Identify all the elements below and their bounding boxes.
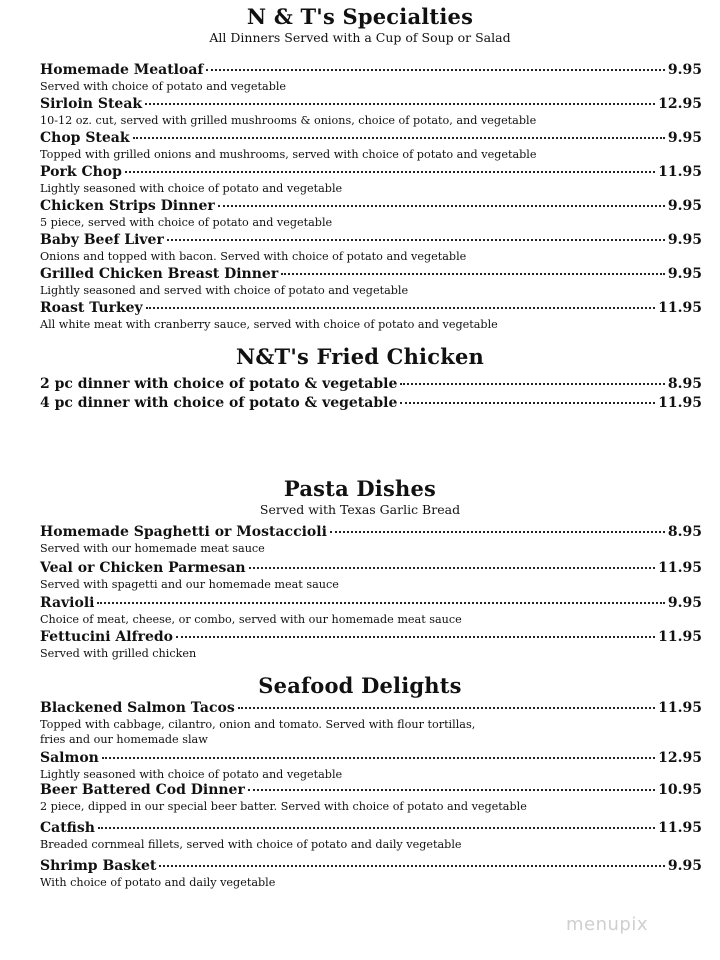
item-name: Blackened Salmon Tacos [40, 700, 235, 716]
item-name: 4 pc dinner with choice of potato & vegetable [40, 395, 398, 411]
menu-item [40, 560, 702, 592]
dot-leader [218, 205, 665, 207]
pasta-subtitle: Served with Texas Garlic Bread [259, 502, 461, 517]
item-price: 11.95 [658, 560, 702, 576]
item-name: Sirloin Steak [40, 96, 143, 112]
menu-item [40, 700, 702, 747]
menu-item [40, 524, 702, 556]
dot-leader [176, 636, 655, 638]
item-description: With choice of potato and daily vegetable [40, 876, 276, 889]
menu-item [40, 62, 702, 94]
item-name: Catfish [40, 820, 95, 836]
dot-leader [98, 827, 655, 829]
item-name: Homemade Spaghetti or Mostaccioli [40, 524, 327, 540]
dot-leader [281, 273, 665, 275]
dot-leader [146, 307, 655, 309]
menu-item [40, 130, 702, 162]
item-description: Served with our homemade meat sauce [40, 542, 265, 555]
specialties-title: N & T's Specialties [246, 4, 474, 29]
seafood-title: Seafood Delights [258, 673, 462, 698]
menu-item [40, 300, 702, 332]
dot-leader [125, 171, 655, 173]
item-description: Breaded cornmeal fillets, served with choice of potato and daily vegetable [40, 838, 462, 851]
item-price: 11.95 [658, 820, 702, 836]
item-price: 9.95 [667, 198, 702, 214]
item-name: Pork Chop [40, 164, 122, 180]
item-price: 11.95 [658, 629, 702, 645]
menu-item [40, 164, 702, 196]
item-description: Served with grilled chicken [40, 647, 197, 660]
dot-leader [206, 69, 664, 71]
item-description: Topped with cabbage, cilantro, onion and tomato. Served with flour tortillas, [40, 718, 476, 731]
item-price: 11.95 [658, 300, 702, 316]
dot-leader [238, 707, 655, 709]
item-name: Baby Beef Liver [40, 232, 164, 248]
item-price: 12.95 [658, 96, 702, 112]
item-price: 9.95 [667, 595, 702, 611]
item-description: Lightly seasoned with choice of potato and vegetable [40, 182, 343, 195]
dot-leader [400, 383, 665, 385]
menu-item [40, 858, 702, 890]
item-name: Veal or Chicken Parmesan [40, 560, 246, 576]
item-description: Choice of meat, cheese, or combo, served with our homemade meat sauce [40, 613, 462, 626]
item-price: 9.95 [667, 130, 702, 146]
item-price: 9.95 [667, 266, 702, 282]
item-price: 9.95 [667, 62, 702, 78]
pasta-title: Pasta Dishes [283, 476, 437, 501]
dot-leader [167, 239, 665, 241]
menu-item [40, 266, 702, 298]
item-price: 9.95 [667, 858, 702, 874]
menu-item [40, 198, 702, 230]
item-name: Salmon [40, 750, 99, 766]
dot-leader [145, 103, 655, 105]
item-price: 8.95 [667, 524, 702, 540]
item-price: 11.95 [658, 395, 702, 411]
menu-item [40, 820, 702, 852]
item-name: Chicken Strips Dinner [40, 198, 215, 214]
item-price: 10.95 [658, 782, 702, 798]
item-description: 10-12 oz. cut, served with grilled mushrooms & onions, choice of potato, and vegetable [40, 114, 537, 127]
item-price: 11.95 [658, 164, 702, 180]
item-description: Topped with grilled onions and mushrooms, served with choice of potato and vegetable [40, 148, 537, 161]
menu-item [40, 629, 702, 661]
item-price: 11.95 [658, 700, 702, 716]
item-name: 2 pc dinner with choice of potato & vegetable [40, 376, 398, 392]
item-description: 5 piece, served with choice of potato and vegetable [40, 216, 333, 229]
dot-leader [133, 137, 665, 139]
item-name: Fettucini Alfredo [40, 629, 174, 645]
menu-item [40, 595, 702, 627]
item-name: Ravioli [40, 595, 95, 611]
fried-chicken-title: N&T's Fried Chicken [235, 344, 484, 369]
menu-item [40, 376, 702, 395]
menu-item [40, 750, 702, 782]
item-price: 8.95 [667, 376, 702, 392]
menu-item [40, 782, 702, 814]
item-name: Grilled Chicken Breast Dinner [40, 266, 279, 282]
item-description: Served with spagetti and our homemade meat sauce [40, 578, 339, 591]
dot-leader [97, 602, 664, 604]
item-description: All white meat with cranberry sauce, served with choice of potato and vegetable [40, 318, 498, 331]
item-description: Onions and topped with bacon. Served with choice of potato and vegetable [40, 250, 467, 263]
item-description: 2 piece, dipped in our special beer batter. Served with choice of potato and vegetable [40, 800, 527, 813]
dot-leader [102, 757, 655, 759]
item-price: 9.95 [667, 232, 702, 248]
dot-leader [159, 865, 665, 867]
menu-item [40, 96, 702, 128]
menu-item [40, 395, 702, 414]
item-name: Roast Turkey [40, 300, 143, 316]
item-description-continued: fries and our homemade slaw [40, 733, 208, 746]
item-description: Served with choice of potato and vegetable [40, 80, 287, 93]
menupix-watermark: menupix [566, 914, 649, 935]
item-name: Shrimp Basket [40, 858, 157, 874]
dot-leader [249, 567, 656, 569]
dot-leader [330, 531, 665, 533]
specialties-subtitle: All Dinners Served with a Cup of Soup or Salad [209, 30, 511, 45]
item-description: Lightly seasoned and served with choice of potato and vegetable [40, 284, 409, 297]
item-name: Beer Battered Cod Dinner [40, 782, 245, 798]
item-name: Chop Steak [40, 130, 130, 146]
dot-leader [400, 402, 655, 404]
menu-item [40, 232, 702, 264]
item-name: Homemade Meatloaf [40, 62, 204, 78]
dot-leader [248, 789, 655, 791]
item-price: 12.95 [658, 750, 702, 766]
item-description: Lightly seasoned with choice of potato and vegetable [40, 768, 343, 781]
